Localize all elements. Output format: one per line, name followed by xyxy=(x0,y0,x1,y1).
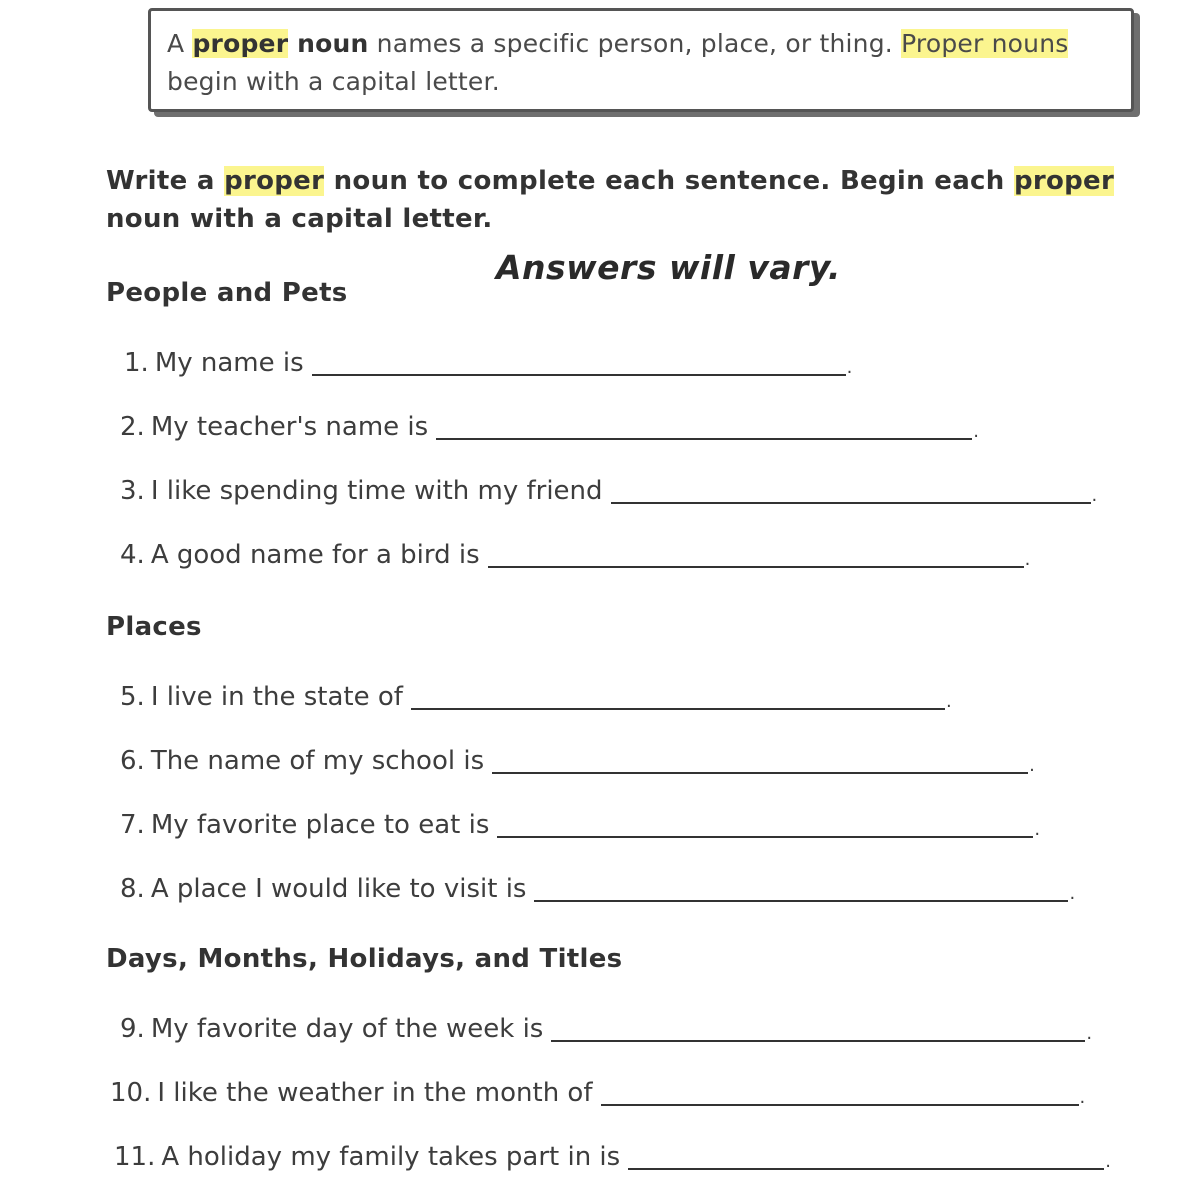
answer-blank[interactable] xyxy=(628,1144,1104,1170)
answer-blank[interactable] xyxy=(611,478,1091,504)
answer-blank[interactable] xyxy=(601,1080,1079,1106)
question-text: I like spending time with my friend xyxy=(150,476,603,506)
question-item xyxy=(120,534,1030,570)
answer-blank[interactable] xyxy=(312,350,846,376)
definition-bold-noun: noun xyxy=(288,29,369,58)
answer-blank[interactable] xyxy=(488,542,1024,568)
period: . xyxy=(945,691,952,712)
instructions-highlight-1: proper xyxy=(224,166,325,196)
definition-text-a: A xyxy=(167,29,193,58)
instructions-text-1: Write a xyxy=(106,166,225,196)
question-number: 2. xyxy=(120,412,145,442)
definition-text-names: names a specific person, place, or thing. xyxy=(368,29,902,58)
question-item xyxy=(120,804,1040,840)
question-text: My teacher's name is xyxy=(150,412,429,442)
question-number: 8. xyxy=(120,874,145,904)
answer-blank[interactable] xyxy=(411,684,945,710)
period: . xyxy=(1024,549,1031,570)
instructions-text-2: noun to complete each sentence. Begin each xyxy=(324,166,1014,196)
question-item xyxy=(120,740,1035,776)
answer-blank[interactable] xyxy=(551,1016,1085,1042)
question-text: My name is xyxy=(154,348,304,378)
period: . xyxy=(1105,1151,1111,1172)
question-text: My favorite day of the week is xyxy=(150,1014,544,1044)
instructions xyxy=(106,162,1166,238)
definition-highlight-proper: proper xyxy=(192,29,289,58)
section-heading-days-months: Days, Months, Holidays, and Titles xyxy=(106,944,623,974)
question-number: 4. xyxy=(120,540,145,570)
question-number: 7. xyxy=(120,810,145,840)
period: . xyxy=(1079,1087,1086,1108)
section-heading-people-pets: People and Pets xyxy=(106,278,348,308)
question-text: A good name for a bird is xyxy=(150,540,480,570)
question-item xyxy=(120,1008,1092,1044)
question-number: 5. xyxy=(120,682,145,712)
period: . xyxy=(973,421,979,442)
question-text: My favorite place to eat is xyxy=(150,810,490,840)
question-number: 10. xyxy=(110,1078,152,1108)
period: . xyxy=(1034,819,1041,840)
period: . xyxy=(1091,485,1098,506)
definition-text-capital: begin with a capital letter. xyxy=(167,67,500,96)
question-item xyxy=(110,1072,1085,1108)
question-number: 6. xyxy=(120,746,145,776)
question-text: The name of my school is xyxy=(150,746,485,776)
question-item xyxy=(120,470,1097,506)
question-text: I like the weather in the month of xyxy=(157,1078,593,1108)
question-text: A place I would like to visit is xyxy=(150,874,527,904)
definition-highlight-proper-nouns: Proper nouns xyxy=(901,29,1069,58)
answer-blank[interactable] xyxy=(436,414,972,440)
question-text: A holiday my family takes part in is xyxy=(161,1142,621,1172)
instructions-highlight-2: proper xyxy=(1013,166,1115,196)
section-heading-places: Places xyxy=(106,612,202,642)
question-item xyxy=(114,1136,1111,1172)
question-text: I live in the state of xyxy=(150,682,403,712)
question-item xyxy=(120,868,1075,904)
question-item xyxy=(124,342,852,378)
question-item xyxy=(120,406,979,442)
answer-blank[interactable] xyxy=(497,812,1033,838)
question-number: 9. xyxy=(120,1014,145,1044)
period: . xyxy=(846,357,853,378)
question-item xyxy=(120,676,952,712)
question-number: 1. xyxy=(124,348,149,378)
answer-blank[interactable] xyxy=(492,748,1028,774)
definition-box xyxy=(148,8,1134,112)
question-number: 11. xyxy=(114,1142,156,1172)
answer-note: Answers will vary. xyxy=(496,248,841,287)
period: . xyxy=(1029,755,1035,776)
answer-blank[interactable] xyxy=(534,876,1068,902)
instructions-text-3: noun with a capital letter. xyxy=(106,204,493,234)
question-number: 3. xyxy=(120,476,145,506)
period: . xyxy=(1086,1023,1093,1044)
period: . xyxy=(1069,883,1076,904)
